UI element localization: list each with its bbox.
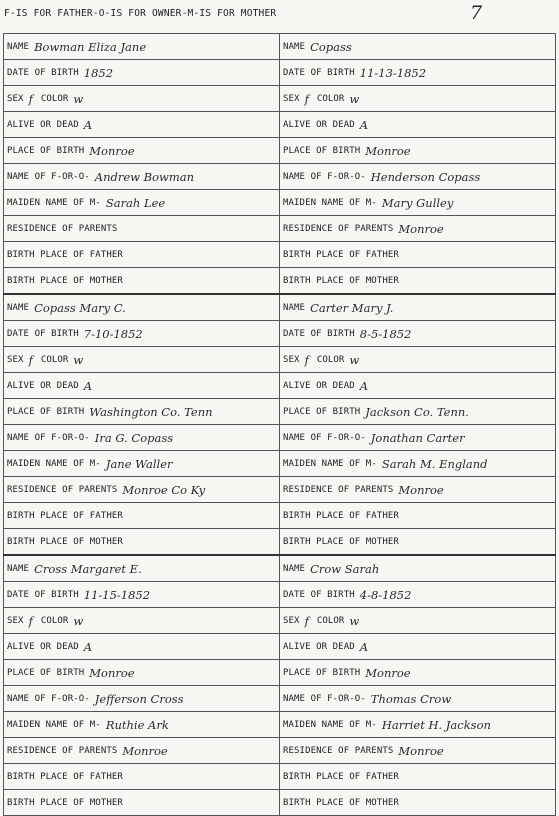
record-row-pob bbox=[3, 137, 556, 163]
field-father bbox=[279, 164, 556, 189]
field-bp_father bbox=[279, 503, 556, 528]
field-alive bbox=[3, 112, 279, 137]
record-row-name bbox=[3, 33, 556, 59]
field-label-color: COLOR bbox=[40, 615, 69, 626]
field-label: BIRTH PLACE OF FATHER bbox=[283, 510, 399, 521]
field-label-color: COLOR bbox=[40, 93, 69, 104]
field-name bbox=[279, 34, 556, 59]
field-value: 8-5-1852 bbox=[359, 326, 412, 341]
field-value: A bbox=[359, 378, 369, 393]
record-row-dob bbox=[3, 581, 556, 607]
field-value: Monroe bbox=[89, 665, 135, 680]
field-value: Jane Waller bbox=[105, 456, 173, 471]
record-grid bbox=[3, 33, 556, 816]
field-dob bbox=[3, 582, 279, 607]
record-row-alive bbox=[3, 633, 556, 659]
field-label-color: COLOR bbox=[316, 615, 345, 626]
record-row-residence bbox=[3, 215, 556, 241]
field-alive bbox=[279, 112, 556, 137]
field-label: RESIDENCE OF PARENTS bbox=[7, 484, 118, 495]
field-label: SEX bbox=[283, 615, 300, 626]
field-sex bbox=[279, 86, 556, 111]
field-label: SEX bbox=[7, 93, 24, 104]
field-alive bbox=[3, 634, 279, 659]
field-label: PLACE OF BIRTH bbox=[283, 406, 361, 417]
record-row-pob bbox=[3, 398, 556, 424]
field-alive bbox=[279, 373, 556, 398]
field-label: BIRTH PLACE OF FATHER bbox=[7, 771, 123, 782]
field-label: BIRTH PLACE OF MOTHER bbox=[283, 797, 399, 808]
field-pob bbox=[3, 138, 279, 163]
field-value-color: w bbox=[73, 613, 84, 628]
field-pob bbox=[279, 138, 556, 163]
field-bp_father bbox=[3, 242, 279, 267]
field-label: NAME bbox=[283, 41, 306, 52]
field-label: PLACE OF BIRTH bbox=[7, 406, 85, 417]
field-value: Thomas Crow bbox=[370, 691, 452, 706]
field-maiden bbox=[3, 451, 279, 476]
field-pob bbox=[3, 399, 279, 424]
record-row-bp_mother bbox=[3, 267, 556, 293]
field-bp_mother bbox=[279, 790, 556, 815]
record-row-bp_father bbox=[3, 763, 556, 789]
field-label: DATE OF BIRTH bbox=[7, 589, 79, 600]
field-value: Sarah M. England bbox=[381, 456, 488, 471]
field-label: PLACE OF BIRTH bbox=[7, 145, 85, 156]
field-residence bbox=[279, 216, 556, 241]
field-value: Harriet H. Jackson bbox=[381, 717, 491, 732]
field-bp_mother bbox=[3, 790, 279, 815]
record-row-father bbox=[3, 685, 556, 711]
field-label: MAIDEN NAME OF M- bbox=[7, 719, 101, 730]
field-label: BIRTH PLACE OF MOTHER bbox=[283, 275, 399, 286]
field-label: BIRTH PLACE OF FATHER bbox=[7, 510, 123, 521]
field-value: Crow Sarah bbox=[310, 561, 380, 576]
field-value: Washington Co. Tenn bbox=[89, 404, 213, 419]
field-label: MAIDEN NAME OF M- bbox=[283, 458, 377, 469]
field-value: Jonathan Carter bbox=[370, 430, 465, 445]
record-row-sex bbox=[3, 607, 556, 633]
field-value-color: w bbox=[73, 91, 84, 106]
record-row-father bbox=[3, 424, 556, 450]
field-label: ALIVE OR DEAD bbox=[7, 119, 79, 130]
record-row-maiden bbox=[3, 450, 556, 476]
field-value: Henderson Copass bbox=[370, 169, 481, 184]
field-father bbox=[279, 686, 556, 711]
record-row-dob bbox=[3, 59, 556, 85]
field-label: PLACE OF BIRTH bbox=[283, 145, 361, 156]
field-value: Monroe bbox=[122, 743, 168, 758]
field-value: f bbox=[304, 91, 309, 106]
field-dob bbox=[3, 60, 279, 85]
field-label: NAME OF F-OR-O- bbox=[283, 693, 366, 704]
field-value: f bbox=[28, 613, 33, 628]
field-label: DATE OF BIRTH bbox=[283, 67, 355, 78]
field-bp_mother bbox=[279, 529, 556, 554]
field-bp_mother bbox=[3, 529, 279, 554]
field-father bbox=[279, 425, 556, 450]
field-value: 11-13-1852 bbox=[359, 65, 427, 80]
field-value-color: w bbox=[349, 91, 360, 106]
field-label: PLACE OF BIRTH bbox=[283, 667, 361, 678]
field-father bbox=[3, 425, 279, 450]
field-value: Monroe bbox=[398, 743, 444, 758]
field-value: Monroe bbox=[398, 221, 444, 236]
field-label: NAME bbox=[283, 302, 306, 313]
field-value: A bbox=[359, 639, 369, 654]
record-row-residence bbox=[3, 476, 556, 502]
field-value: A bbox=[83, 639, 93, 654]
field-value-color: w bbox=[349, 613, 360, 628]
page-header: F-IS FOR FATHER-O-IS FOR OWNER-M-IS FOR MOTHER bbox=[4, 8, 277, 19]
field-maiden bbox=[3, 190, 279, 215]
field-dob bbox=[3, 321, 279, 346]
field-value: f bbox=[28, 352, 33, 367]
field-label: NAME OF F-OR-O- bbox=[283, 432, 366, 443]
field-value: Copass Mary C. bbox=[34, 300, 126, 315]
field-sex bbox=[3, 86, 279, 111]
field-value: f bbox=[304, 352, 309, 367]
field-label: ALIVE OR DEAD bbox=[283, 380, 355, 391]
field-value: Carter Mary J. bbox=[310, 300, 394, 315]
field-label: RESIDENCE OF PARENTS bbox=[283, 484, 394, 495]
field-label: BIRTH PLACE OF FATHER bbox=[7, 249, 123, 260]
record-row-alive bbox=[3, 372, 556, 398]
field-name bbox=[3, 556, 279, 581]
field-maiden bbox=[3, 712, 279, 737]
field-label: NAME bbox=[283, 563, 306, 574]
field-residence bbox=[3, 216, 279, 241]
field-value: Ira G. Copass bbox=[94, 430, 174, 445]
field-label: SEX bbox=[283, 354, 300, 365]
field-value: Copass bbox=[310, 39, 352, 54]
field-value-color: w bbox=[349, 352, 360, 367]
field-label: PLACE OF BIRTH bbox=[7, 667, 85, 678]
field-label: NAME bbox=[7, 563, 30, 574]
field-bp_mother bbox=[279, 268, 556, 293]
record-row-bp_mother bbox=[3, 528, 556, 554]
field-value: Monroe bbox=[398, 482, 444, 497]
field-label: BIRTH PLACE OF MOTHER bbox=[7, 275, 123, 286]
field-residence bbox=[3, 738, 279, 763]
field-label: DATE OF BIRTH bbox=[7, 67, 79, 78]
record-row-name bbox=[3, 293, 556, 320]
field-label: NAME OF F-OR-O- bbox=[7, 171, 90, 182]
field-label: NAME bbox=[7, 302, 30, 313]
field-value: Andrew Bowman bbox=[94, 169, 195, 184]
field-label: MAIDEN NAME OF M- bbox=[283, 719, 377, 730]
field-bp_father bbox=[3, 503, 279, 528]
field-maiden bbox=[279, 190, 556, 215]
field-value-color: w bbox=[73, 352, 84, 367]
field-label: ALIVE OR DEAD bbox=[7, 641, 79, 652]
record-row-maiden bbox=[3, 189, 556, 215]
field-label: ALIVE OR DEAD bbox=[7, 380, 79, 391]
field-maiden bbox=[279, 451, 556, 476]
field-label: DATE OF BIRTH bbox=[283, 328, 355, 339]
field-label: MAIDEN NAME OF M- bbox=[7, 458, 101, 469]
field-bp_father bbox=[279, 242, 556, 267]
record-row-bp_father bbox=[3, 241, 556, 267]
field-bp_mother bbox=[3, 268, 279, 293]
field-label-color: COLOR bbox=[316, 354, 345, 365]
field-label: NAME OF F-OR-O- bbox=[7, 432, 90, 443]
field-value: A bbox=[83, 117, 93, 132]
field-label: BIRTH PLACE OF MOTHER bbox=[7, 536, 123, 547]
field-sex bbox=[3, 608, 279, 633]
field-label: NAME OF F-OR-O- bbox=[7, 693, 90, 704]
field-name bbox=[3, 34, 279, 59]
record-row-sex bbox=[3, 346, 556, 372]
field-value: Bowman Eliza Jane bbox=[34, 39, 147, 54]
field-label: BIRTH PLACE OF MOTHER bbox=[7, 797, 123, 808]
field-sex bbox=[3, 347, 279, 372]
field-value: 4-8-1852 bbox=[359, 587, 412, 602]
field-label: RESIDENCE OF PARENTS bbox=[7, 745, 118, 756]
record-row-bp_mother bbox=[3, 789, 556, 816]
field-label: MAIDEN NAME OF M- bbox=[7, 197, 101, 208]
field-value: 7-10-1852 bbox=[83, 326, 143, 341]
field-value: Cross Margaret E. bbox=[34, 561, 142, 576]
field-value: Sarah Lee bbox=[105, 195, 166, 210]
field-residence bbox=[279, 477, 556, 502]
field-father bbox=[3, 164, 279, 189]
field-name bbox=[279, 295, 556, 320]
field-label-color: COLOR bbox=[40, 354, 69, 365]
field-alive bbox=[279, 634, 556, 659]
field-label-color: COLOR bbox=[316, 93, 345, 104]
field-name bbox=[279, 556, 556, 581]
field-label: RESIDENCE OF PARENTS bbox=[7, 223, 118, 234]
field-value: f bbox=[304, 613, 309, 628]
field-label: RESIDENCE OF PARENTS bbox=[283, 745, 394, 756]
field-value: Monroe bbox=[365, 143, 411, 158]
field-pob bbox=[279, 660, 556, 685]
field-label: BIRTH PLACE OF FATHER bbox=[283, 771, 399, 782]
field-pob bbox=[279, 399, 556, 424]
field-label: BIRTH PLACE OF MOTHER bbox=[283, 536, 399, 547]
field-label: BIRTH PLACE OF FATHER bbox=[283, 249, 399, 260]
field-label: DATE OF BIRTH bbox=[283, 589, 355, 600]
field-dob bbox=[279, 321, 556, 346]
field-label: ALIVE OR DEAD bbox=[283, 641, 355, 652]
field-label: NAME OF F-OR-O- bbox=[283, 171, 366, 182]
field-pob bbox=[3, 660, 279, 685]
record-row-father bbox=[3, 163, 556, 189]
field-value: 1852 bbox=[83, 65, 114, 80]
record-row-sex bbox=[3, 85, 556, 111]
field-value: Ruthie Ark bbox=[105, 717, 169, 732]
field-residence bbox=[279, 738, 556, 763]
field-value: Monroe bbox=[89, 143, 135, 158]
field-value: f bbox=[28, 91, 33, 106]
field-value: A bbox=[83, 378, 93, 393]
field-label: MAIDEN NAME OF M- bbox=[283, 197, 377, 208]
field-value: Mary Gulley bbox=[381, 195, 454, 210]
record-row-dob bbox=[3, 320, 556, 346]
field-value: Jefferson Cross bbox=[94, 691, 184, 706]
field-label: NAME bbox=[7, 41, 30, 52]
field-dob bbox=[279, 60, 556, 85]
field-name bbox=[3, 295, 279, 320]
record-row-maiden bbox=[3, 711, 556, 737]
field-label: SEX bbox=[7, 615, 24, 626]
record-row-residence bbox=[3, 737, 556, 763]
field-sex bbox=[279, 608, 556, 633]
field-maiden bbox=[279, 712, 556, 737]
field-dob bbox=[279, 582, 556, 607]
field-value: Monroe bbox=[365, 665, 411, 680]
page-number: 7 bbox=[470, 2, 483, 24]
record-row-pob bbox=[3, 659, 556, 685]
field-value: A bbox=[359, 117, 369, 132]
field-father bbox=[3, 686, 279, 711]
field-label: SEX bbox=[283, 93, 300, 104]
field-residence bbox=[3, 477, 279, 502]
field-sex bbox=[279, 347, 556, 372]
field-alive bbox=[3, 373, 279, 398]
field-value: Jackson Co. Tenn. bbox=[365, 404, 469, 419]
field-label: SEX bbox=[7, 354, 24, 365]
field-value: 11-15-1852 bbox=[83, 587, 151, 602]
field-label: DATE OF BIRTH bbox=[7, 328, 79, 339]
field-value: Monroe Co Ky bbox=[122, 482, 206, 497]
record-row-alive bbox=[3, 111, 556, 137]
field-label: RESIDENCE OF PARENTS bbox=[283, 223, 394, 234]
field-label: ALIVE OR DEAD bbox=[283, 119, 355, 130]
record-row-name bbox=[3, 554, 556, 581]
record-row-bp_father bbox=[3, 502, 556, 528]
